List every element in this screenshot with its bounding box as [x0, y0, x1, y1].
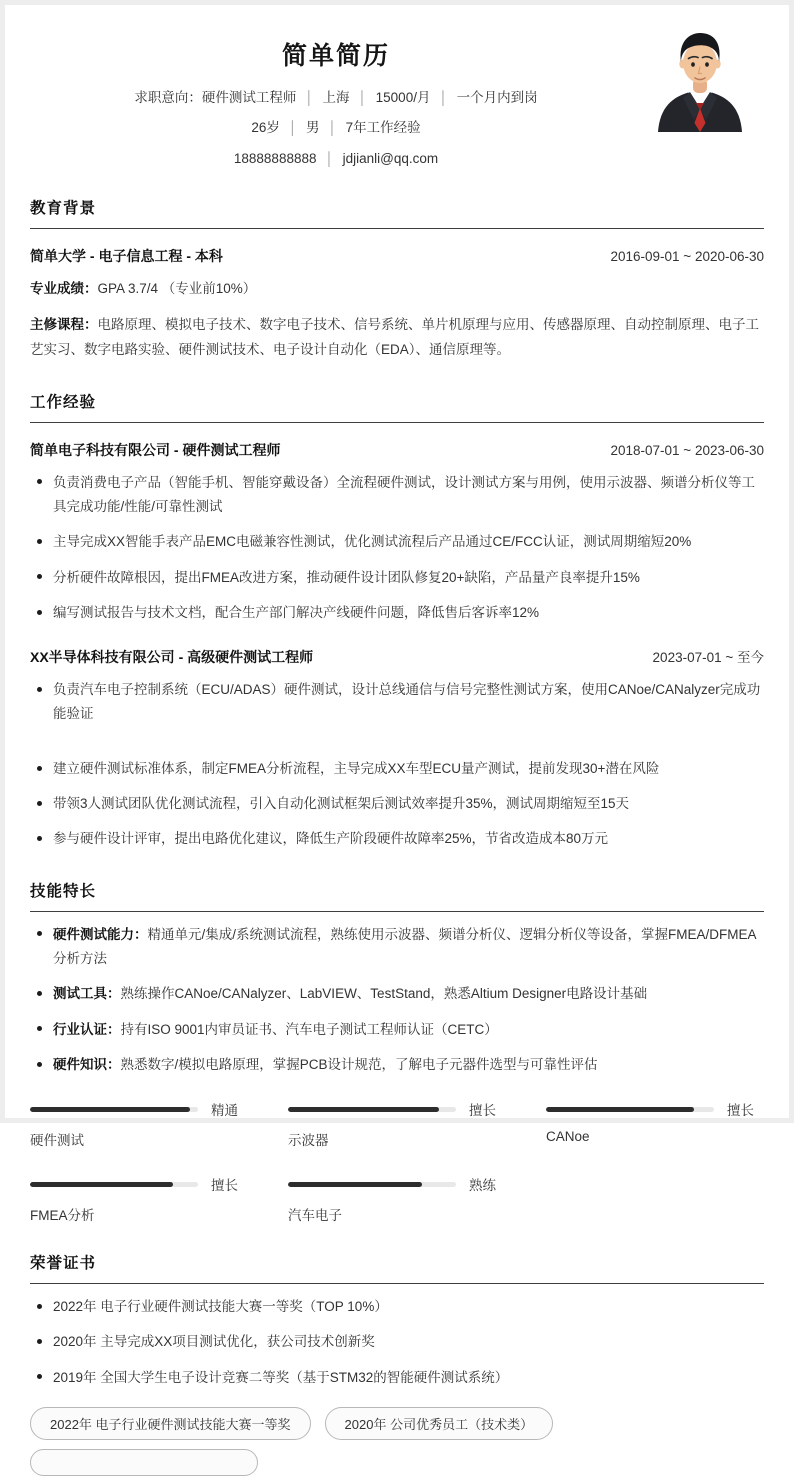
intent-position: 硬件测试工程师	[201, 90, 297, 105]
skill-bar-track	[546, 1107, 714, 1112]
skill-label: 行业认证：	[53, 1021, 121, 1037]
skill-bars	[30, 1099, 764, 1224]
skill-bar-track	[288, 1182, 456, 1187]
job-header	[30, 646, 764, 667]
honor-bullet-list	[30, 1295, 764, 1390]
skill-name: CANoe	[546, 1129, 590, 1145]
company-role: 简单电子科技有限公司 - 硬件测试工程师	[30, 441, 281, 458]
skill-text: 持有ISO 9001内审员证书、汽车电子测试工程师认证（CETC）	[120, 1021, 498, 1037]
job-bullet: 带领3人测试团队优化测试流程，引入自动化测试框架后测试效率提升35%，测试周期缩短至15天	[30, 792, 764, 816]
personal-info-line	[30, 118, 642, 138]
skill-bar-track	[30, 1182, 198, 1187]
section-header	[30, 1251, 764, 1284]
job-bullet: 主导完成XX智能手表产品EMC电磁兼容性测试，优化测试流程后产品通过CE/FCC认证，测试周期缩短20%	[30, 530, 764, 554]
intent-availability: 一个月内到岗	[456, 90, 538, 105]
education-degree-row	[30, 246, 764, 266]
intent-city: 上海	[322, 90, 350, 105]
company-role: XX半导体科技有限公司 - 高级硬件测试工程师	[30, 649, 314, 666]
award-tags	[30, 1407, 764, 1476]
contact-line	[30, 149, 642, 169]
intent-label: 求职意向：	[134, 90, 202, 105]
skill-name: FMEA分析	[30, 1208, 95, 1224]
resume-header	[30, 0, 764, 169]
job-bullet: 负责汽车电子控制系统（ECU/ADAS）硬件测试，设计总线通信与信号完整性测试方案，使用CANoe/CANalyzer完成功能验证	[30, 678, 764, 727]
skill-bar-track	[30, 1107, 198, 1112]
section-title-honors: 荣誉证书	[30, 1255, 97, 1273]
section-header	[30, 390, 764, 423]
separator: │	[305, 90, 314, 105]
section-title-work: 工作经验	[30, 393, 97, 411]
email-address: jdjianli@qq.com	[342, 150, 439, 166]
skill-bar-fill	[288, 1107, 439, 1112]
job-dates: 2018-07-01 ~ 2023-06-30	[610, 442, 764, 458]
skill-label: 测试工具：	[53, 986, 121, 1002]
skill-level: 擅长	[211, 1178, 238, 1194]
award-tag: 2022年 电子行业硬件测试技能大赛一等奖	[30, 1407, 311, 1440]
separator: │	[325, 150, 334, 166]
separator: │	[288, 120, 297, 136]
gender: 男	[306, 120, 320, 136]
age: 26岁	[251, 120, 280, 136]
skill-bar-fill	[546, 1107, 694, 1112]
courses-label: 主修课程：	[30, 316, 98, 332]
job-header	[30, 440, 764, 460]
courses-text: 电路原理、模拟电子技术、数字电子技术、信号系统、单片机原理与应用、传感器原理、自动控制原理、电子工艺实习、数字电路实验、硬件测试技术、电子设计自动化（EDA）、通信原理等。	[30, 316, 759, 357]
section-header	[30, 196, 764, 229]
skill-bullet	[30, 1018, 764, 1042]
courses-line	[30, 313, 764, 363]
skill-bullet	[30, 982, 764, 1006]
skill-name: 示波器	[288, 1133, 329, 1149]
skill-level: 精通	[211, 1103, 238, 1119]
skill-bar	[30, 1174, 248, 1224]
award-tag: 2020年 公司优秀员工（技术类）	[325, 1407, 554, 1440]
section-education	[30, 196, 764, 363]
section-title-skills: 技能特长	[30, 882, 97, 900]
gpa-line	[30, 277, 764, 302]
page-title: 简单简历	[281, 42, 390, 70]
skill-name: 硬件测试	[30, 1133, 84, 1149]
school-degree: 简单大学 - 电子信息工程 - 本科	[30, 247, 223, 264]
skill-level: 擅长	[469, 1103, 496, 1119]
skill-bar-track	[288, 1107, 456, 1112]
skill-bullet	[30, 1053, 764, 1077]
separator: │	[358, 90, 367, 105]
skill-label: 硬件知识：	[53, 1056, 121, 1072]
job-bullet: 建立硬件测试标准体系，制定FMEA分析流程，主导完成XX车型ECU量产测试，提前发现30+潜在风险	[30, 757, 764, 781]
skill-bullet	[30, 923, 764, 972]
skill-bar-fill	[30, 1107, 190, 1112]
experience-years: 7年工作经验	[345, 120, 421, 136]
skill-bar-fill	[288, 1182, 422, 1187]
skill-bar	[546, 1099, 764, 1149]
phone-number: 18888888888	[233, 150, 317, 166]
section-honors	[30, 1251, 764, 1476]
honor-bullet: 2022年 电子行业硬件测试技能大赛一等奖（TOP 10%）	[30, 1295, 764, 1319]
separator: │	[439, 90, 448, 105]
gpa-label: 专业成绩：	[30, 280, 98, 296]
honor-bullet: 2019年 全国大学生电子设计竞赛二等奖（基于STM32的智能硬件测试系统）	[30, 1366, 764, 1390]
section-skills	[30, 879, 764, 1224]
education-dates: 2016-09-01 ~ 2020-06-30	[610, 248, 764, 264]
skill-name: 汽车电子	[288, 1208, 342, 1224]
section-work	[30, 390, 764, 852]
skill-level: 熟练	[469, 1178, 496, 1194]
job-bullet: 编写测试报告与技术文档，配合生产部门解决产线硬件问题，降低售后客诉率12%	[30, 601, 764, 625]
skill-bullet-list	[30, 923, 764, 1077]
job-bullet-list	[30, 678, 764, 851]
header-info	[30, 26, 642, 169]
skill-bar-fill	[30, 1182, 173, 1187]
honor-bullet: 2020年 主导完成XX项目测试优化，获公司技术创新奖	[30, 1330, 764, 1354]
skill-label: 硬件测试能力：	[53, 926, 148, 942]
job-bullet-list	[30, 471, 764, 625]
skill-text: 精通单元/集成/系统测试流程，熟练使用示波器、频谱分析仪、逻辑分析仪等设备，掌握FMEA/DFMEA分析方法	[53, 926, 757, 966]
section-title-education: 教育背景	[30, 199, 97, 217]
gpa-value: GPA 3.7/4 （专业前10%）	[97, 280, 257, 296]
skill-text: 熟练操作CANoe/CANalyzer、LabVIEW、TestStand，熟悉Altium Designer电路设计基础	[120, 986, 648, 1002]
separator: │	[328, 120, 337, 136]
job-intent-line	[30, 88, 642, 108]
skill-text: 熟悉数字/模拟电路原理，掌握PCB设计规范，了解电子元器件选型与可靠性评估	[120, 1056, 598, 1072]
intent-salary: 15000/月	[375, 90, 431, 105]
job-bullet: 参与硬件设计评审，提出电路优化建议，降低生产阶段硬件故障率25%，节省改造成本80万元	[30, 827, 764, 851]
skill-bar	[288, 1174, 506, 1224]
job-bullet: 分析硬件故障根因，提出FMEA改进方案，推动硬件设计团队修复20+缺陷，产品量产良率提升15%	[30, 566, 764, 590]
job-dates: 2023-07-01 ~ 至今	[652, 650, 764, 666]
job-bullet: 负责消费电子产品（智能手机、智能穿戴设备）全流程硬件测试，设计测试方案与用例，使用示波器、频谱分析仪等工具完成功能/性能/可靠性测试	[30, 471, 764, 520]
skill-bar	[288, 1099, 506, 1149]
skill-level: 擅长	[727, 1103, 754, 1119]
skill-bar	[30, 1099, 248, 1149]
section-header	[30, 879, 764, 912]
award-tag-partial	[30, 1449, 258, 1476]
profile-photo	[650, 26, 750, 132]
